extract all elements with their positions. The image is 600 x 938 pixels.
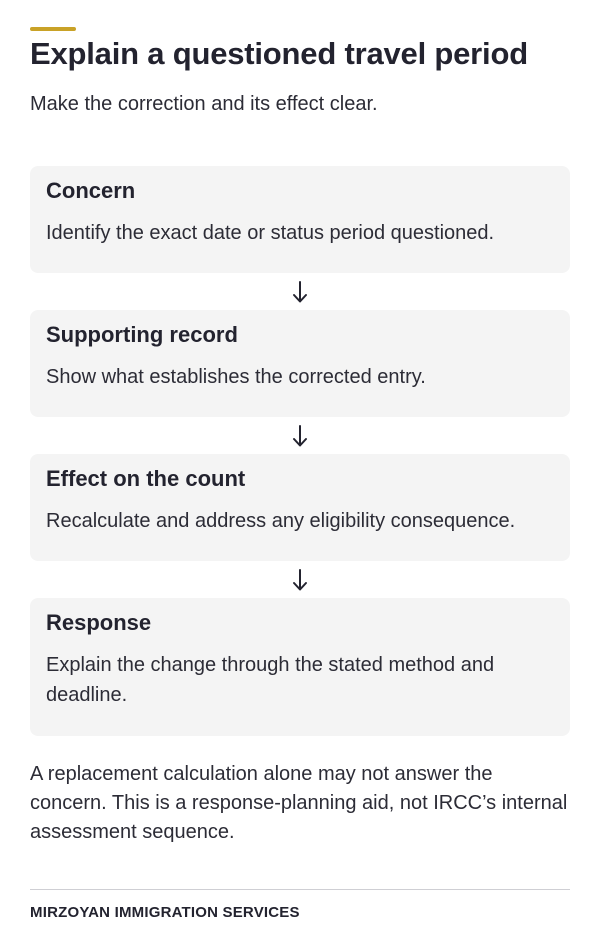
step-card-concern <box>30 166 570 273</box>
footer-divider <box>30 889 570 890</box>
accent-bar <box>30 27 76 31</box>
arrow-down-icon <box>30 417 570 454</box>
page-title: Explain a questioned travel period <box>30 36 528 71</box>
step-body: Recalculate and address any eligibility consequence. <box>46 510 516 532</box>
step-body: Identify the exact date or status period questioned. <box>46 222 495 244</box>
step-title: Concern <box>46 178 136 203</box>
step-card-response <box>30 598 570 736</box>
step-title: Supporting record <box>46 322 238 347</box>
step-title: Effect on the count <box>46 466 246 491</box>
step-card-effect-on-count <box>30 454 570 561</box>
step-body: Explain the change through the stated method and deadline. <box>46 654 495 706</box>
brand-name: MIRZOYAN IMMIGRATION SERVICES <box>30 904 300 921</box>
step-body: Show what establishes the corrected entry. <box>46 366 426 388</box>
step-card-supporting-record <box>30 310 570 417</box>
step-title: Response <box>46 610 152 635</box>
step-flow <box>30 166 570 736</box>
arrow-down-icon <box>30 273 570 310</box>
arrow-down-icon <box>30 561 570 598</box>
footnote: A replacement calculation alone may not answer the concern. This is a response-planning aid, not IRCC’s internal assessment sequence. <box>30 763 568 843</box>
page-subtitle: Make the correction and its effect clear. <box>30 93 378 115</box>
